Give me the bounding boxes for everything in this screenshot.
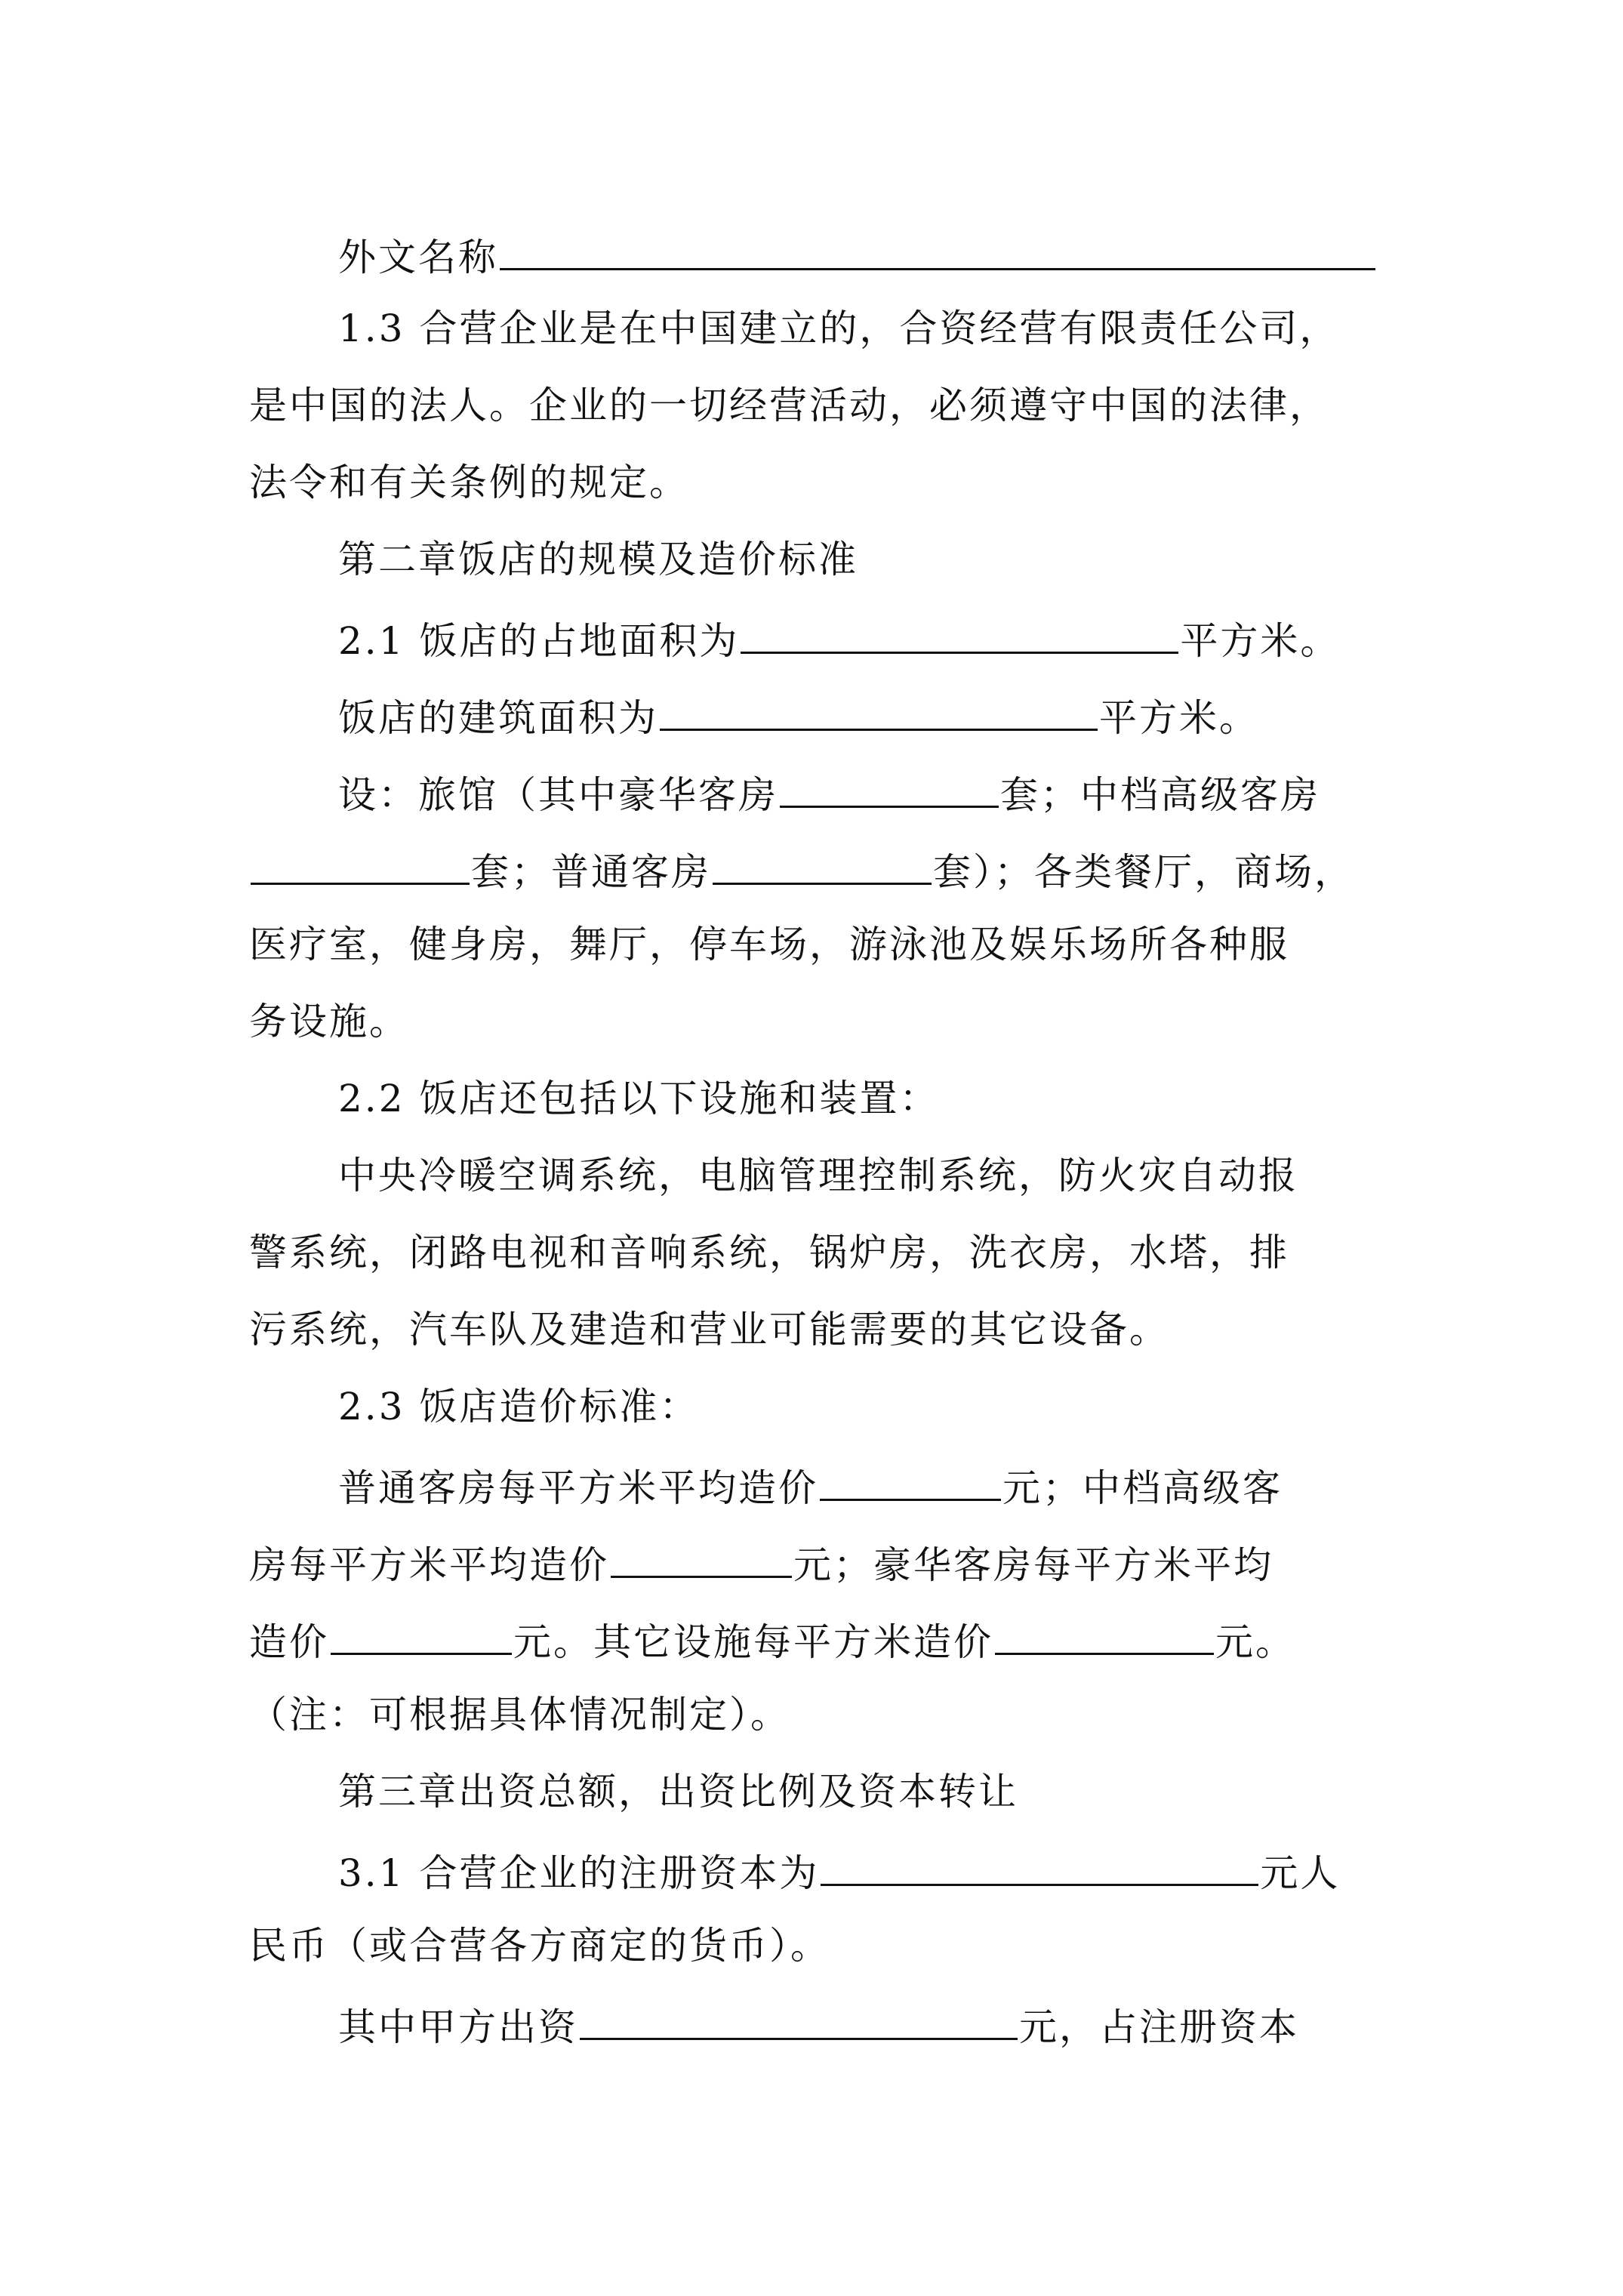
line-text: 外文名称 bbox=[338, 236, 498, 279]
line-text: 房每平方米平均造价 bbox=[249, 1543, 609, 1587]
line-text: 元，占注册资本 bbox=[1019, 2005, 1299, 2049]
line-text: 饭店的建筑面积为 bbox=[338, 696, 658, 740]
line-text: 套；普通客房 bbox=[471, 850, 711, 894]
line-text: 法令和有关条例的规定。 bbox=[249, 461, 689, 504]
line-text: 医疗室，健身房，舞厅，停车场，游泳池及娱乐场所各种服 bbox=[249, 923, 1289, 966]
line-text: 是中国的法人。企业的一切经营活动，必须遵守中国的法律， bbox=[249, 384, 1329, 427]
line-text: 3.1 合营企业的注册资本为 bbox=[338, 1851, 820, 1895]
fill-in-blank[interactable] bbox=[251, 845, 470, 885]
line-text: 元人 bbox=[1260, 1851, 1341, 1895]
line-text: 元。其它设施每平方米造价 bbox=[513, 1620, 993, 1664]
line-text: 元；中档高级客 bbox=[1002, 1466, 1283, 1510]
text-line bbox=[338, 691, 1259, 740]
fill-in-blank[interactable] bbox=[780, 768, 999, 808]
text-line bbox=[249, 1615, 1295, 1664]
text-line bbox=[249, 999, 409, 1044]
line-text: 套）；各类餐厅，商场， bbox=[933, 850, 1354, 894]
fill-in-blank[interactable] bbox=[820, 1461, 1001, 1501]
text-line bbox=[338, 1153, 1298, 1198]
line-text: 造价 bbox=[249, 1620, 329, 1664]
line-text: 其中甲方出资 bbox=[338, 2005, 578, 2049]
fill-in-blank[interactable] bbox=[660, 691, 1098, 731]
fill-in-blank[interactable] bbox=[821, 1846, 1258, 1886]
text-line bbox=[249, 383, 1329, 428]
text-line bbox=[338, 1461, 1283, 1510]
line-text: 元。 bbox=[1215, 1620, 1295, 1664]
line-text: 务设施。 bbox=[249, 1000, 409, 1043]
text-line bbox=[338, 537, 858, 582]
text-line bbox=[249, 1307, 1169, 1352]
text-line bbox=[338, 614, 1341, 663]
fill-in-blank[interactable] bbox=[500, 230, 1375, 270]
text-line bbox=[249, 1230, 1289, 1275]
text-line bbox=[249, 460, 689, 505]
line-text: 污系统，汽车队及建造和营业可能需要的其它设备。 bbox=[249, 1308, 1169, 1351]
line-text: 中央冷暖空调系统，电脑管理控制系统，防火灾自动报 bbox=[338, 1154, 1298, 1197]
line-text: 民币（或合营各方商定的货币）。 bbox=[249, 1924, 830, 1968]
line-text: 普通客房每平方米平均造价 bbox=[338, 1466, 818, 1510]
fill-in-blank[interactable] bbox=[713, 845, 932, 885]
text-line bbox=[338, 1384, 699, 1429]
line-text: 第二章饭店的规模及造价标准 bbox=[338, 538, 858, 581]
fill-in-blank[interactable] bbox=[580, 2000, 1018, 2040]
line-text: 1.3 合营企业是在中国建立的，合资经营有限责任公司， bbox=[338, 307, 1340, 350]
fill-in-blank[interactable] bbox=[995, 1615, 1214, 1655]
text-line bbox=[338, 2000, 1299, 2049]
line-text: 设：旅馆（其中豪华客房 bbox=[338, 773, 778, 817]
text-line bbox=[249, 1692, 790, 1737]
text-line bbox=[338, 230, 1377, 279]
text-line bbox=[249, 1923, 830, 1968]
line-text: （注：可根据具体情况制定）。 bbox=[249, 1693, 790, 1737]
text-line bbox=[338, 768, 1320, 817]
text-line bbox=[338, 1846, 1341, 1895]
fill-in-blank[interactable] bbox=[611, 1538, 792, 1578]
line-text: 第三章出资总额，出资比例及资本转让 bbox=[338, 1770, 1018, 1814]
text-line bbox=[249, 845, 1354, 894]
line-text: 元；豪华客房每平方米平均 bbox=[793, 1543, 1273, 1587]
line-text: 2.1 饭店的占地面积为 bbox=[338, 619, 740, 663]
text-line bbox=[338, 1076, 939, 1121]
line-text: 平方米。 bbox=[1099, 696, 1259, 740]
line-text: 2.3 饭店造价标准： bbox=[338, 1385, 700, 1428]
line-text: 平方米。 bbox=[1180, 619, 1341, 663]
line-text: 2.2 饭店还包括以下设施和装置： bbox=[338, 1077, 940, 1120]
text-line bbox=[249, 1538, 1273, 1587]
text-line bbox=[249, 922, 1289, 967]
fill-in-blank[interactable] bbox=[741, 614, 1178, 654]
text-line bbox=[338, 1769, 1018, 1814]
fill-in-blank[interactable] bbox=[331, 1615, 512, 1655]
line-text: 警系统，闭路电视和音响系统，锅炉房，洗衣房，水塔，排 bbox=[249, 1231, 1289, 1274]
line-text: 套；中档高级客房 bbox=[1000, 773, 1320, 817]
text-line bbox=[338, 306, 1339, 351]
